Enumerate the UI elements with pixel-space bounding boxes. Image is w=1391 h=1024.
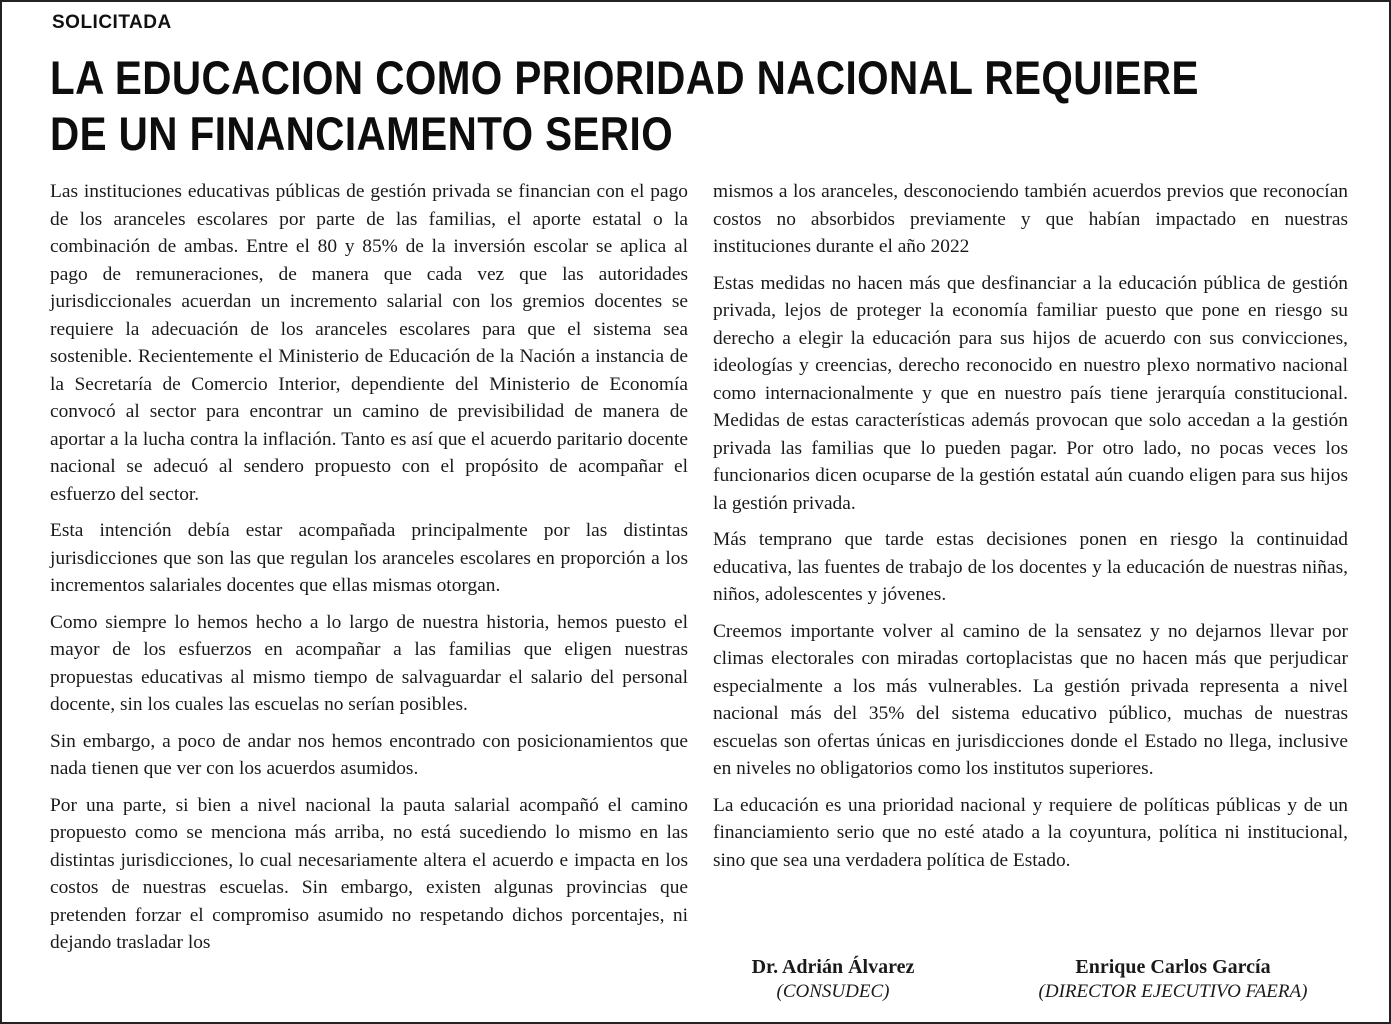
signature-role: (CONSUDEC) — [776, 981, 890, 1002]
signature-name: Dr. Adrián Álvarez — [751, 956, 915, 978]
paragraph: La educación es una prioridad nacional y requiere de políticas públicas y de un financiamiento serio que no esté atado a la coyuntura, política ni institucional, sino que sea una verdadera política de Estado. — [713, 794, 1348, 871]
headline — [50, 50, 1199, 162]
paragraph: mismos a los aranceles, desconociendo también acuerdos previos que reconocían costos no absorbidos previamente y que habían impactado en nuestras instituciones durante el año 2022 — [713, 181, 1348, 257]
signature-block — [1003, 954, 1343, 1004]
paragraph: Por una parte, si bien a nivel nacional la pauta salarial acompañó el camino propuesto como se menciona más arriba, no está sucediendo lo mismo en las distintas jurisdicciones, lo cual necesariamente altera el acuerdo e impacta en los costos de nuestras escuelas. Sin embargo, existen algunas provincias que pretenden forzar el compromiso asumido no respetando dichos porcentajes, ni dejando trasladar los — [50, 794, 688, 953]
paragraph: Las instituciones educativas públicas de gestión privada se financian con el pago de los aranceles escolares por parte de las familias, el aporte estatal o la combinación de ambas. Entre el 80 y 85% de la inversión escolar se aplica al pago de remuneraciones, de manera que cada vez que las autoridades jurisdiccionales acuerdan un incremento salarial con los gremios docentes se requiere la adecuación de los aranceles escolares para que el sistema sea sostenible. Recientemente el Ministerio de Educación de la Nación a instancia de la Secretaría de Comercio Interior, dependiente del Ministerio de Economía convocó al sector para encontrar un camino de previsibilidad de manera de aportar a la lucha contra la inflación. Tanto es así que el acuerdo paritario docente nacional se adecuó al sendero propuesto con el propósito de acompañar el esfuerzo del sector. — [50, 181, 688, 505]
right-column — [713, 178, 1348, 883]
section-label: SOLICITADA — [52, 12, 172, 33]
paragraph: Más temprano que tarde estas decisiones ponen en riesgo la continuidad educativa, las fuentes de trabajo de los docentes y la educación de nuestras niñas, niños, adolescentes y jóvenes. — [713, 529, 1348, 605]
paragraph: Como siempre lo hemos hecho a lo largo de nuestra historia, hemos puesto el mayor de los esfuerzos en acompañar a las familias que eligen nuestras propuestas educativas al mismo tiempo de salvaguardar el salario del personal docente, sin los cuales las escuelas no serían posibles. — [50, 611, 688, 715]
paragraph: Sin embargo, a poco de andar nos hemos encontrado con posicionamientos que nada tienen que ver con los acuerdos asumidos. — [50, 730, 688, 779]
headline-line-2: DE UN FINANCIAMENTO SERIO — [50, 107, 674, 160]
signature-name: Enrique Carlos García — [1075, 956, 1271, 978]
paragraph: Estas medidas no hacen más que desfinanciar a la educación pública de gestión privada, lejos de proteger la economía familiar puesto que pone en riesgo su derecho a elegir la educación para sus hijos de acuerdo con sus convicciones, ideologías y creencias, derecho reconocido en nuestro plexo normativo nacional como internacionalmente y que en nuestro país tiene jerarquía constitucional. Medidas de estas características además provocan que solo accedan a la gestión privada las familias que lo pueden pagar. Por otro lado, no pocas veces los funcionarios dicen ocuparse de la gestión estatal aún cuando eligen para sus hijos la gestión privada. — [713, 272, 1348, 514]
paragraph: Esta intención debía estar acompañada principalmente por las distintas jurisdicciones que son las que regulan los aranceles escolares en proporción a los incrementos salariales docentes que ellas mismas otorgan. — [50, 520, 688, 596]
signature-block — [713, 954, 953, 1004]
signature-role: (DIRECTOR EJECUTIVO FAERA) — [1038, 981, 1308, 1002]
left-column — [50, 178, 688, 966]
paragraph: Creemos importante volver al camino de la sensatez y no dejarnos llevar por climas electorales con miradas cortoplacistas que no hacen más que perjudicar especialmente a los más vulnerables. La gestión privada representa a nivel nacional más del 35% del sistema educativo público, muchas de nuestras escuelas son ofertas únicas en jurisdicciones donde el Estado no llega, inclusive en niveles no obligatorios como los institutos superiores. — [713, 620, 1348, 779]
headline-line-1: LA EDUCACION COMO PRIORIDAD NACIONAL REQUIERE — [50, 51, 1199, 104]
